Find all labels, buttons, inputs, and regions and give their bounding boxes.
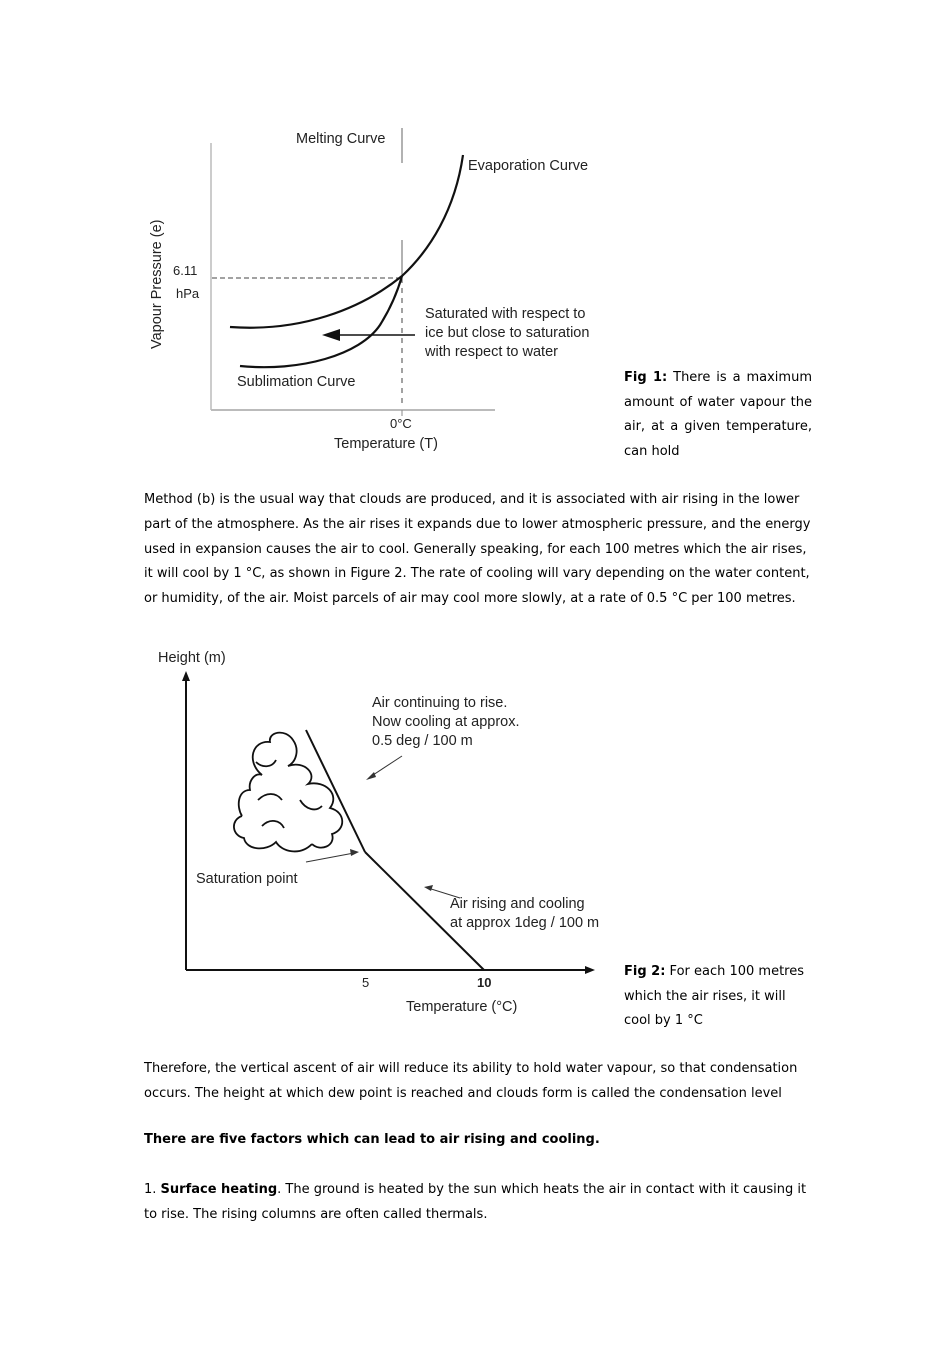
- fig1-caption-label: Fig 1:: [624, 370, 668, 385]
- item-number: 1.: [144, 1182, 157, 1197]
- fig2-tick-5: 5: [362, 975, 370, 990]
- factor-item-surface-heating: [144, 1178, 816, 1228]
- fig2-continue-line2: Now cooling at approx.: [372, 714, 520, 730]
- fig1-pressure-unit: hPa: [176, 286, 200, 301]
- paragraph-condensation: Therefore, the vertical ascent of air will reduce its ability to hold water vapour, so that condensation occurs. The height at which dew point is reached and clouds form is called the condensation level: [144, 1061, 798, 1101]
- fig2-dry-pointer-head: [424, 885, 433, 891]
- fig1-sublimation-label: Sublimation Curve: [237, 374, 356, 390]
- fig1-annotation-line1: Saturated with respect to: [425, 306, 586, 322]
- fig2-moist-pointer: [370, 756, 402, 777]
- fig1-annotation-line3: with respect to water: [425, 344, 558, 360]
- fig2-y-axis-label: Height (m): [158, 650, 226, 666]
- fig1-annotation-line2: ice but close to saturation: [425, 325, 590, 341]
- paragraph-method-b: Method (b) is the usual way that clouds are produced, and it is associated with air rising in the lower part of the atmosphere. As the air rises it expands due to lower atmospheric pressure, and the energy used in expansion causes the air to cool. Generally speaking, for each 100 metres which the air rises, it will cool by 1 °C, as shown in Figure 2. The rate of cooling will vary depending on the water content, or humidity, of the air. Moist parcels of air may cool more slowly, at a rate of 0.5 °C per 100 metres.: [144, 492, 811, 607]
- fig2-y-axis-arrow: [182, 671, 190, 681]
- fig2-rising-line1: Air rising and cooling: [450, 896, 585, 912]
- fig2-saturation-label: Saturation point: [196, 871, 298, 887]
- fig1-caption-text: There is a maximum amount of water vapour the air, at a given temperature, can hold: [624, 370, 812, 459]
- fig2-continue-line3: 0.5 deg / 100 m: [372, 733, 473, 749]
- fig1-melting-label: Melting Curve: [296, 131, 386, 147]
- fig2-x-axis-arrow: [585, 966, 595, 974]
- fig1-zero-label: 0°C: [390, 416, 412, 431]
- fig2-caption-label: Fig 2:: [624, 964, 666, 979]
- fig2-moist-pointer-head: [366, 772, 376, 780]
- fig2-tick-10: 10: [477, 975, 492, 990]
- fig1-pressure-value: 6.11: [173, 263, 198, 278]
- fig1-evaporation-label: Evaporation Curve: [468, 158, 589, 174]
- fig2-continue-line1: Air continuing to rise.: [372, 695, 508, 711]
- fig1-y-axis-label: Vapour Pressure (e): [149, 219, 165, 349]
- fig2-x-axis-label: Temperature (°C): [406, 999, 518, 1015]
- fig2-rising-line2: at approx 1deg / 100 m: [450, 915, 600, 931]
- item-text: . The ground is heated by the sun which heats the air in contact with it causing it to rise. The rising columns are often called thermals.: [144, 1182, 807, 1222]
- fig2-saturation-pointer: [306, 853, 354, 862]
- fig2-saturation-pointer-head: [350, 849, 359, 856]
- item-title: Surface heating: [160, 1182, 278, 1197]
- fig2-caption-text: For each 100 metres which the air rises, it will cool by 1 °C: [624, 964, 805, 1029]
- fig2-moist-lapse-line: [306, 730, 365, 852]
- fig1-x-axis-label: Temperature (T): [334, 436, 438, 452]
- cloud-icon: [234, 733, 342, 852]
- fig2-caption: [624, 960, 812, 1034]
- factors-heading: There are five factors which can lead to air rising and cooling.: [144, 1132, 600, 1147]
